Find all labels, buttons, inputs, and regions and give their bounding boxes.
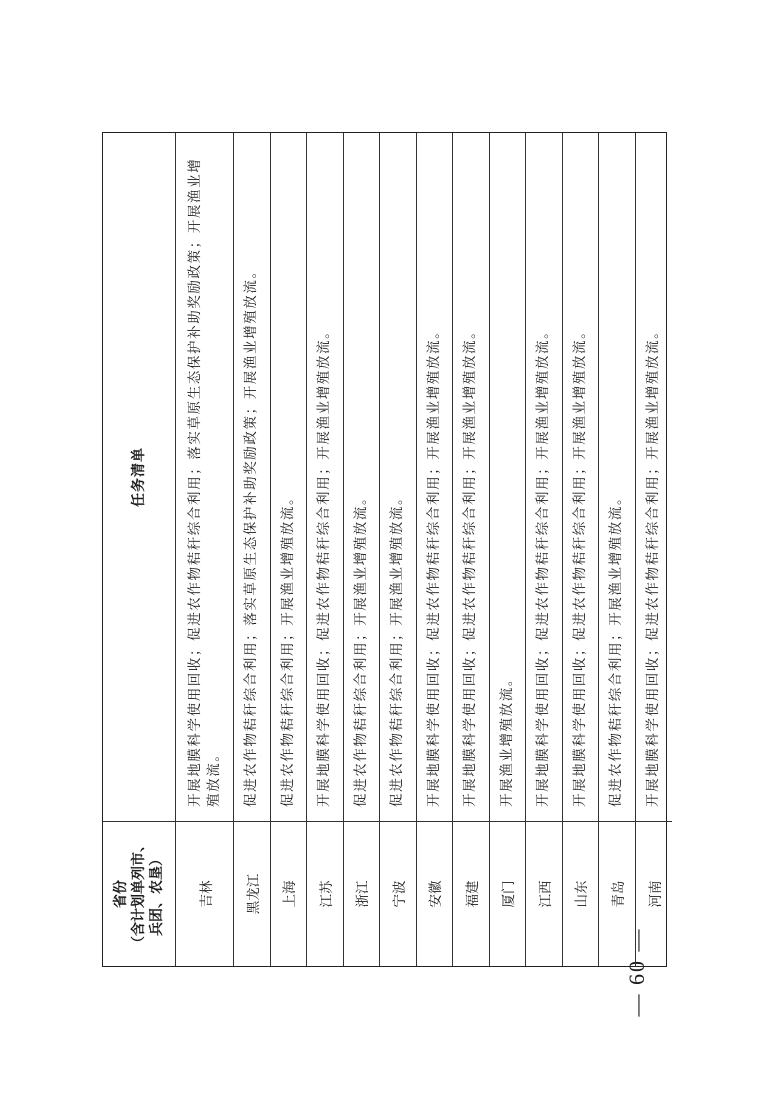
table-row: [563, 133, 600, 966]
header-province-line1: 省份: [113, 880, 129, 908]
tasks-cell: 促进农作物秸秆综合利用；开展渔业增殖放流。: [279, 489, 296, 807]
table-row: [271, 133, 308, 966]
province-cell: 浙江: [344, 821, 380, 966]
province-cell: 黑龙江: [234, 821, 270, 966]
tasks-cell: 促进农作物秸秆综合利用；开展渔业增殖放流。: [608, 489, 625, 807]
table-row: [490, 133, 527, 966]
tasks-cell: 促进农作物秸秆综合利用；开展渔业增殖放流。: [389, 489, 406, 807]
tasks-cell: 开展地膜科学使用回收；促进农作物秸秆综合利用；开展渔业增殖放流。: [535, 323, 552, 807]
province-cell: 福建: [453, 821, 489, 966]
table-row: [234, 133, 271, 966]
tasks-cell: 开展地膜科学使用回收；促进农作物秸秆综合利用；开展渔业增殖放流。: [645, 323, 662, 807]
province-cell: 河南: [636, 821, 673, 966]
province-cell: 江西: [526, 821, 562, 966]
table-header-row: [103, 133, 176, 966]
province-cell: 江苏: [307, 821, 343, 966]
province-cell: 青岛: [599, 821, 635, 966]
table-row: [453, 133, 490, 966]
header-province-line2: （含计划单列市、: [131, 838, 147, 950]
province-cell: 上海: [271, 821, 307, 966]
table-row: [176, 133, 234, 966]
tasks-cell: 促进农作物秸秆综合利用；开展渔业增殖放流。: [352, 489, 369, 807]
table-row: [636, 133, 673, 966]
table-row: [380, 133, 417, 966]
tasks-cell: 促进农作物秸秆综合利用；落实草原生态保护补助奖励政策；开展渔业增殖放流。: [243, 263, 260, 807]
province-cell: 厦门: [490, 821, 526, 966]
table-row: [417, 133, 454, 966]
table-row: [344, 133, 381, 966]
tasks-cell: 开展地膜科学使用回收；促进农作物秸秆综合利用；开展渔业增殖放流。: [316, 323, 333, 807]
table-row: [307, 133, 344, 966]
tasks-cell: 开展地膜科学使用回收；促进农作物秸秆综合利用；开展渔业增殖放流。: [571, 323, 588, 807]
province-cell: 吉林: [176, 821, 233, 966]
tasks-cell: 开展地膜科学使用回收；促进农作物秸秆综合利用；开展渔业增殖放流。: [462, 323, 479, 807]
province-cell: 安徽: [417, 821, 453, 966]
province-cell: 宁波: [380, 821, 416, 966]
header-tasks: 任务清单: [130, 447, 147, 507]
tasks-cell: 开展渔业增殖放流。: [498, 671, 515, 807]
header-province: [103, 821, 175, 966]
tasks-cell: 开展地膜科学使用回收；促进农作物秸秆综合利用；落实草原生态保护补助奖励政策；开展渔业增殖放流。: [186, 157, 222, 807]
task-table: [102, 132, 667, 967]
province-cell: 山东: [563, 821, 599, 966]
table-row: [526, 133, 563, 966]
page-number: — 60 —: [624, 927, 649, 1017]
tasks-cell: 开展地膜科学使用回收；促进农作物秸秆综合利用；开展渔业增殖放流。: [425, 323, 442, 807]
table-row: [599, 133, 636, 966]
header-province-line3: 兵团、农垦）: [149, 852, 165, 936]
